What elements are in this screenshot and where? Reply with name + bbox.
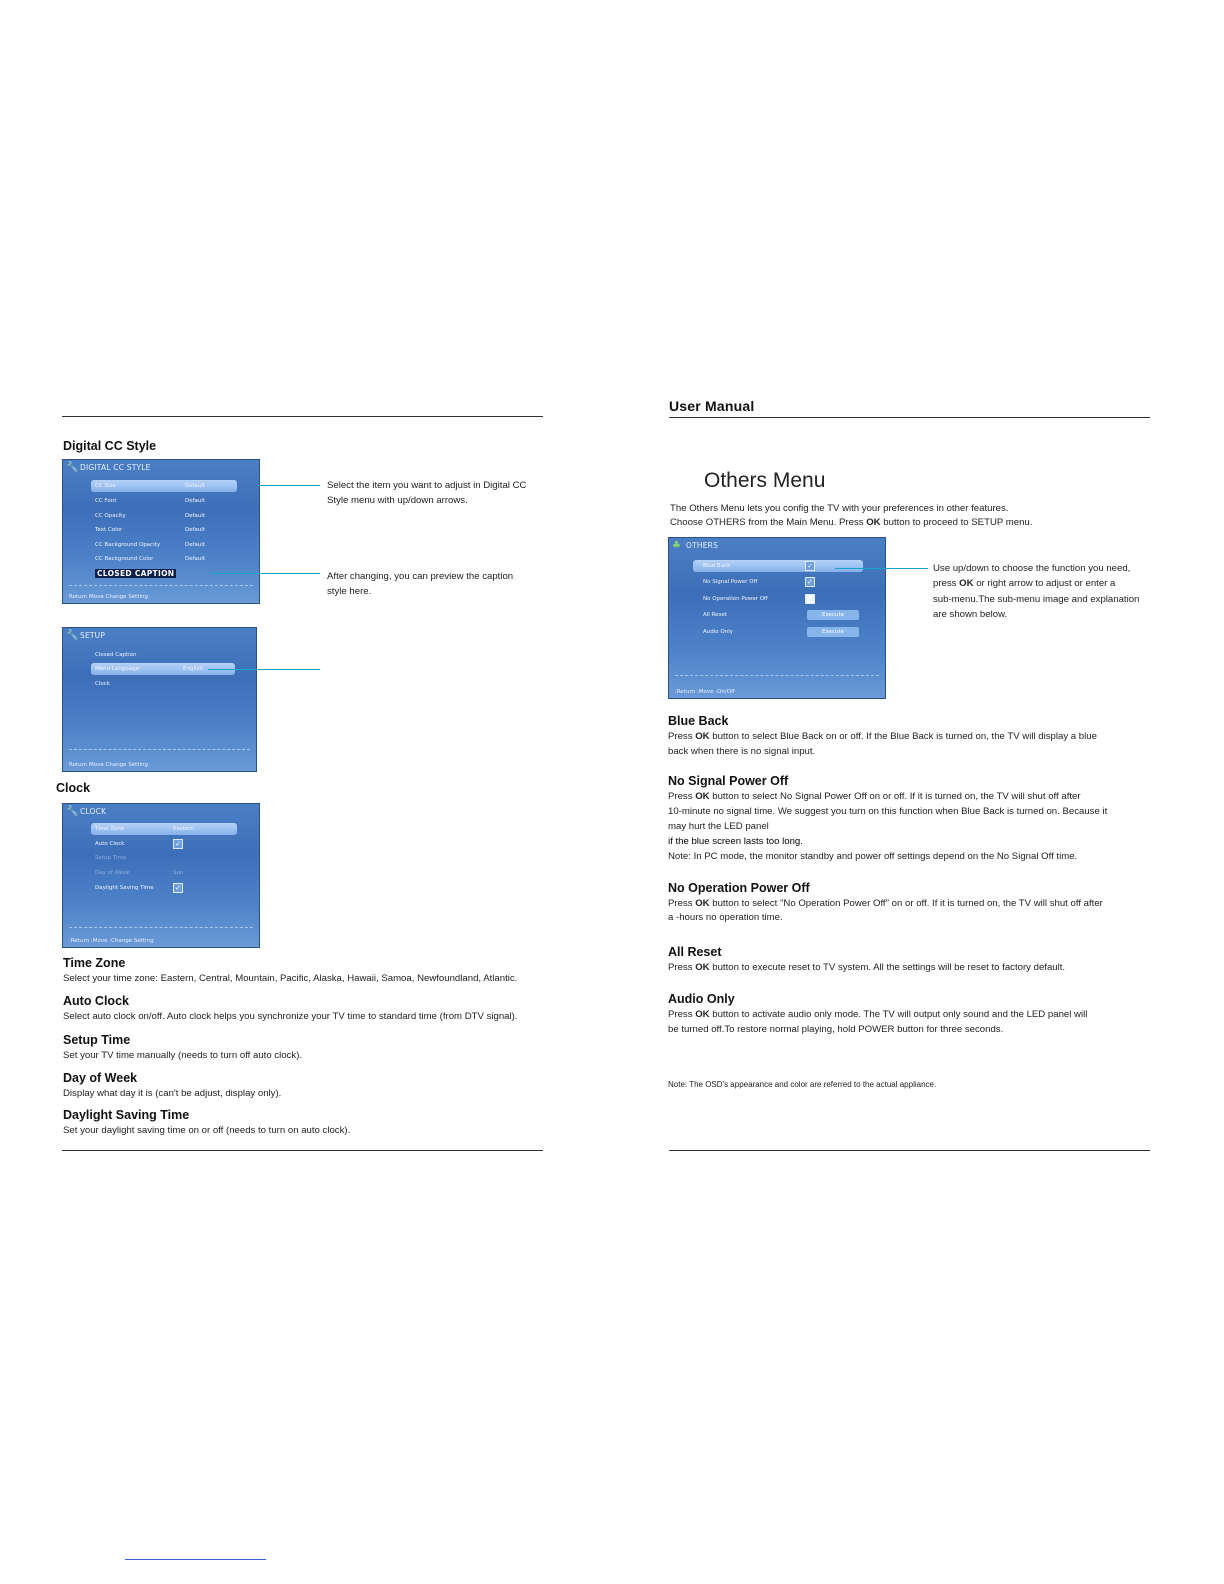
osd-divider (675, 675, 879, 676)
menu-row[interactable]: Daylight Saving Time (95, 885, 154, 891)
osd-divider (69, 927, 253, 928)
section-text: may hurt the LED panel (668, 821, 769, 832)
menu-row[interactable]: CC Opacity (95, 513, 126, 519)
section-text (668, 789, 1081, 804)
menu-row[interactable]: Clock (95, 681, 110, 687)
left-top-rule (62, 416, 543, 417)
menu-row[interactable]: No Signal Power Off (703, 579, 758, 585)
osd-footer: :Return :Move :On/Off (675, 689, 735, 695)
text-part: Press (668, 1009, 696, 1020)
menu-row[interactable]: CC Background Opacity (95, 542, 161, 548)
setup-screen (62, 627, 257, 772)
clock-screen (62, 803, 260, 948)
menu-value: Default (185, 527, 206, 533)
intro-text (670, 515, 1032, 530)
section-title: No Operation Power Off (668, 881, 810, 895)
leader-line (208, 669, 320, 670)
menu-value: Sun (173, 870, 184, 876)
checkbox-checked-icon[interactable]: ✓ (805, 561, 815, 571)
text-part: button to select "No Operation Power Off" on or off. If it is turned on, the TV will shut off after (709, 898, 1103, 909)
section-text: Set your TV time manually (needs to turn off auto clock). (63, 1050, 303, 1061)
menu-row[interactable]: Time Zone (95, 826, 125, 832)
annotation-part: press (933, 578, 960, 589)
section-text: be turned off.To restore normal playing, hold POWER button for three seconds. (668, 1024, 1004, 1035)
intro-text: The Others Menu lets you config the TV with your preferences in other features. (670, 503, 1009, 514)
section-text (668, 729, 1097, 744)
menu-row[interactable]: Day of Week (95, 870, 130, 876)
menu-row[interactable]: All Reset (703, 612, 727, 618)
section-text: if the blue screen lasts too long. (668, 836, 803, 847)
menu-row[interactable]: Text Color (95, 527, 123, 533)
osd-note: Note: The OSD's appearance and color are referred to the actual appliance. (668, 1080, 937, 1089)
wrench-icon: 🔧 (66, 630, 79, 641)
ok-key: OK (695, 898, 710, 909)
section-text: Note: In PC mode, the monitor standby and power off settings depend on the No Signal Off time. (668, 851, 1078, 862)
section-text: 10-minute no signal time. We suggest you turn on this function when Blue Back is turned on. Because it (668, 806, 1108, 817)
text-part: Press (668, 791, 696, 802)
leaf-icon: ♣ (672, 540, 681, 551)
decorative-link-underline (125, 1559, 266, 1560)
ok-key: OK (695, 791, 710, 802)
section-text (668, 896, 1103, 911)
section-title: Blue Back (668, 714, 729, 728)
section-text: Select your time zone: Eastern, Central, Mountain, Pacific, Alaska, Hawaii, Samoa, Newfoundland, Atlantic. (63, 973, 518, 984)
wrench-icon: 🔧 (66, 806, 79, 817)
menu-row[interactable]: CC Font (95, 498, 117, 504)
leader-line (258, 485, 320, 486)
menu-row[interactable]: Setup Time (95, 855, 127, 861)
section-text (668, 1007, 1087, 1022)
annotation-part: or right arrow to adjust or enter a (973, 578, 1116, 589)
section-text: back when there is no signal input. (668, 746, 816, 757)
ok-key: OK (695, 1009, 710, 1020)
intro-text-part: button to proceed to SETUP menu. (880, 517, 1033, 528)
digital-cc-style-screen (62, 459, 260, 604)
menu-value: Default (185, 513, 206, 519)
right-top-rule (669, 417, 1150, 418)
text-part: button to select Blue Back on or off. If the Blue Back is turned on, the TV will display a blue (709, 731, 1097, 742)
osd-annotation: Use up/down to choose the function you need, (933, 563, 1131, 574)
section-title: No Signal Power Off (668, 774, 789, 788)
right-bottom-rule (669, 1150, 1150, 1151)
text-part: button to select No Signal Power Off on or off. If it is turned on, the TV will shut off after (709, 791, 1081, 802)
menu-row[interactable]: Menu Language (95, 666, 139, 672)
caption-preview: CLOSED CAPTION (97, 569, 175, 578)
checkbox-checked-icon[interactable]: ✓ (173, 883, 183, 893)
section-text: Select auto clock on/off. Auto clock helps you synchronize your TV time to standard time (from DTV signal). (63, 1011, 518, 1022)
execute-button[interactable]: Execute (807, 627, 859, 637)
execute-button[interactable]: Execute (807, 610, 859, 620)
ok-key: OK (695, 731, 710, 742)
osd-footer: Return Move Change Setting (69, 594, 148, 600)
osd-footer: Return Move Change Setting (69, 762, 148, 768)
cc-annotation-preview: After changing, you can preview the caption style here. (327, 571, 514, 597)
section-title: Audio Only (668, 992, 735, 1006)
section-title: Time Zone (63, 956, 126, 970)
digital-cc-heading: Digital CC Style (63, 439, 157, 453)
osd-title: CLOCK (80, 807, 107, 816)
osd-annotation: are shown below. (933, 609, 1008, 620)
menu-row[interactable]: Blue Back (703, 563, 731, 569)
page-title: Others Menu (704, 469, 826, 492)
osd-footer: :Return :Move :Change Setting (69, 938, 154, 944)
ok-key: OK (959, 578, 974, 589)
menu-value: Default (185, 542, 206, 548)
section-title: Auto Clock (63, 994, 129, 1008)
osd-title: OTHERS (686, 541, 719, 550)
osd-title: DIGITAL CC STYLE (80, 463, 151, 472)
others-screen (668, 537, 886, 699)
section-text (668, 960, 1065, 975)
osd-annotation: sub-menu.The sub-menu image and explanation (933, 594, 1140, 605)
menu-value: Default (185, 498, 206, 504)
menu-value: Default (185, 556, 206, 562)
checkbox-checked-icon[interactable]: ✓ (805, 577, 815, 587)
menu-row[interactable]: CC Size (95, 483, 116, 489)
menu-value: English (183, 666, 203, 672)
menu-value: Eastern (173, 826, 194, 832)
checkbox-unchecked-icon[interactable] (805, 594, 815, 604)
menu-row[interactable]: Auto Clock (95, 841, 125, 847)
ok-key: OK (695, 962, 710, 973)
menu-row[interactable]: Audio Only (703, 629, 733, 635)
leader-line (210, 573, 320, 574)
section-title: Day of Week (63, 1071, 138, 1085)
menu-row[interactable]: CC Background Color (95, 556, 154, 562)
menu-row[interactable]: Closed Caption (95, 652, 137, 658)
text-part: Press (668, 898, 696, 909)
left-bottom-rule (62, 1150, 543, 1151)
leader-line (835, 568, 928, 569)
section-title: Setup Time (63, 1033, 131, 1047)
clock-heading: Clock (56, 781, 91, 795)
osd-annotation (933, 576, 1115, 591)
osd-divider (69, 585, 253, 586)
osd-divider (69, 749, 250, 750)
text-part: Press (668, 731, 696, 742)
section-title: All Reset (668, 945, 722, 959)
checkbox-checked-icon[interactable]: ✓ (173, 839, 183, 849)
menu-value: Default (185, 483, 206, 489)
text-part: button to activate audio only mode. The TV will output only sound and the LED panel will (709, 1009, 1088, 1020)
text-part: Press (668, 962, 696, 973)
wrench-icon: 🔧 (66, 462, 79, 473)
section-text: a -hours no operation time. (668, 912, 783, 923)
section-title: Daylight Saving Time (63, 1108, 190, 1122)
user-manual-header: User Manual (669, 398, 755, 414)
menu-row[interactable]: No Operation Power Off (703, 596, 768, 602)
cc-annotation-select: Select the item you want to adjust in Digital CC Style menu with up/down arrows. (327, 480, 527, 506)
ok-key: OK (866, 517, 881, 528)
intro-text-part: Choose OTHERS from the Main Menu. Press (670, 517, 867, 528)
text-part: button to execute reset to TV system. All the settings will be reset to factory default. (709, 962, 1066, 973)
section-text: Display what day it is (can't be adjust, display only). (63, 1088, 282, 1099)
osd-title: SETUP (80, 631, 106, 640)
section-text: Set your daylight saving time on or off (needs to turn on auto clock). (63, 1125, 351, 1136)
